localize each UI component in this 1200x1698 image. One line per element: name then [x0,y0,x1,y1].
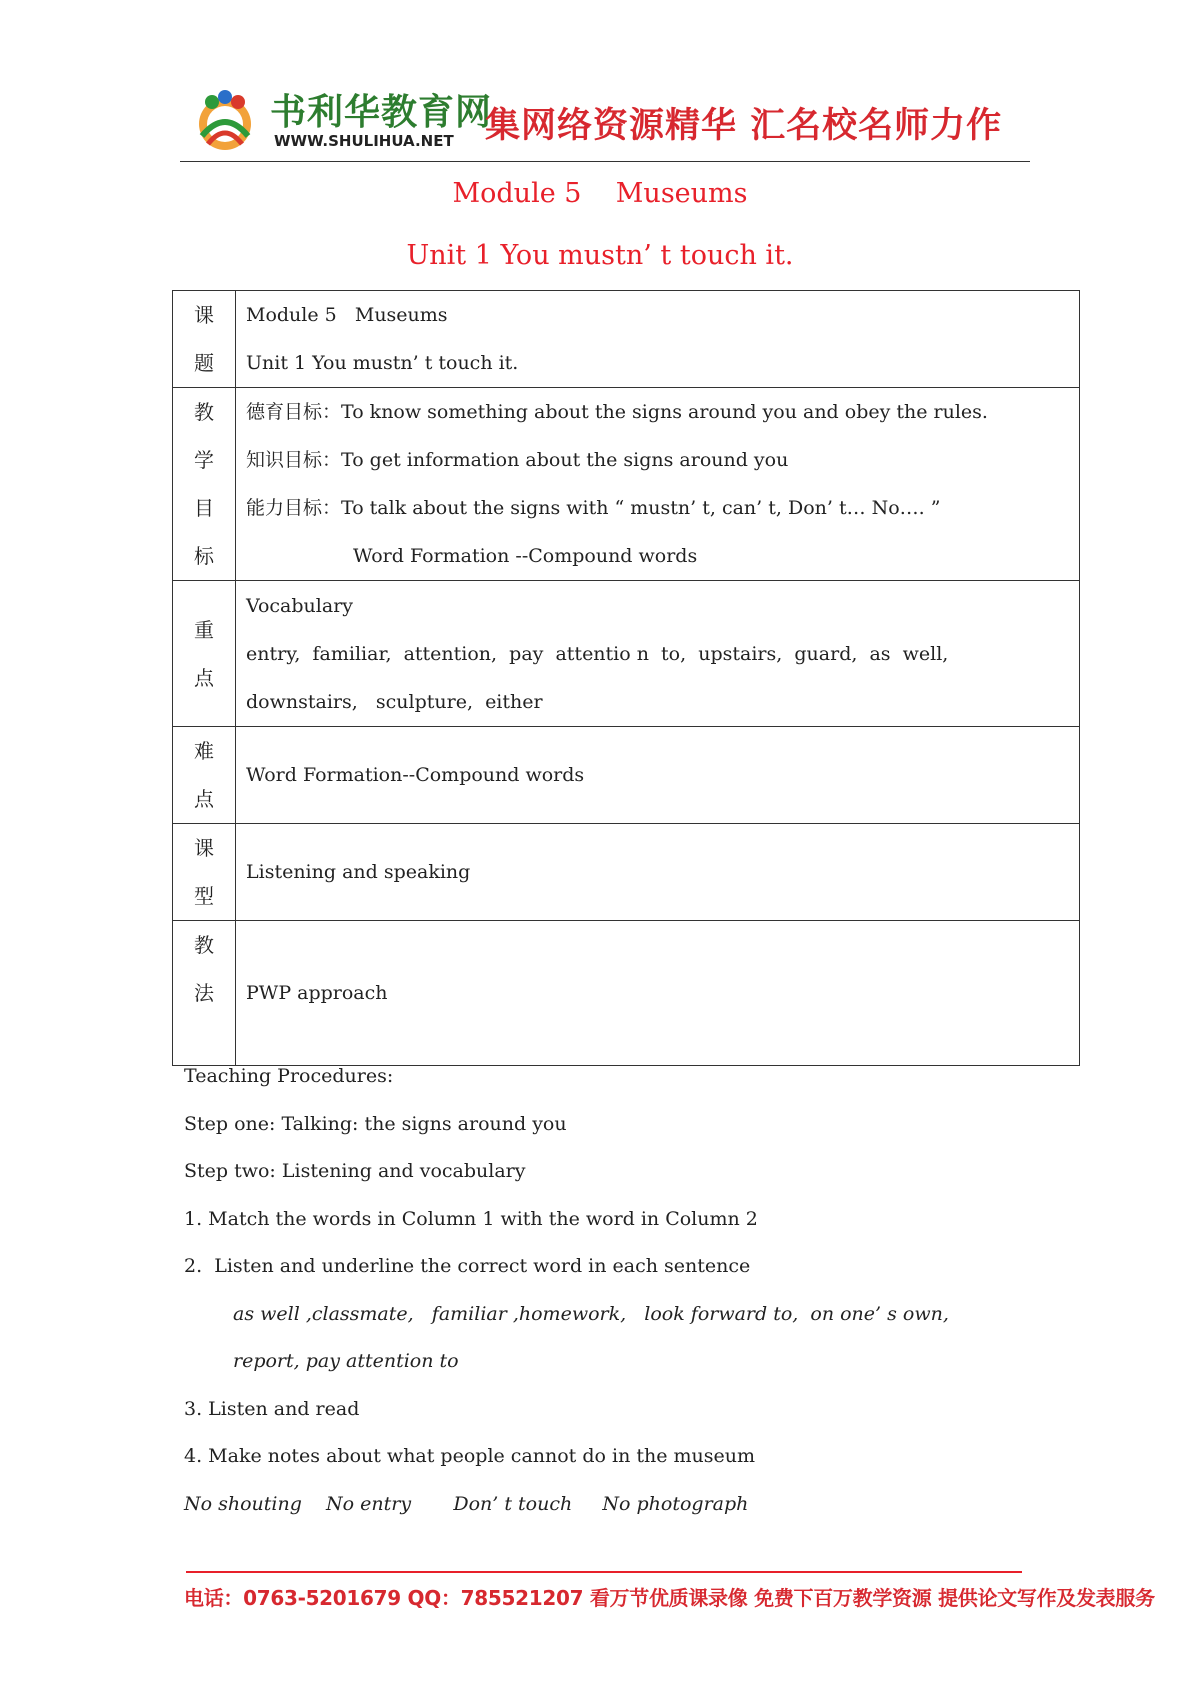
label-lesson-type: 课 型 [173,824,236,921]
header-divider [180,161,1030,162]
table-row-difficulties [173,727,1080,824]
table-row-key-points [173,581,1080,727]
header-slogan: 集网络资源精华 汇名校名师力作 [485,106,1003,146]
step-two: Step two: Listening and vocabulary [184,1160,526,1182]
procedures-heading: Teaching Procedures: [184,1065,394,1087]
step-one: Step one: Talking: the signs around you [184,1113,567,1135]
label-aims: 教 学 目 标 [173,388,236,581]
list-item-1: 1. Match the words in Column 1 with the word in Column 2 [184,1208,758,1230]
table-row-lesson-type [173,824,1080,921]
label-method: 教 法 [173,921,236,1066]
label-subject: 课 题 [173,291,236,388]
logo-text: 书利华教育网 [270,92,493,133]
table-row-subject [173,291,1080,388]
header-banner [180,84,1030,164]
unit-title: Unit 1 You mustn’ t touch it. [406,240,794,271]
word-list-line-1: as well ,classmate, familiar ,homework, look forward to, on one’ s own, [233,1303,949,1325]
list-item-3: 3. Listen and read [184,1398,360,1420]
table-row-aims [173,388,1080,581]
content-subject: Module 5 Museums Unit 1 You mustn’ t touch it. [236,291,1080,388]
label-difficulties: 难 点 [173,727,236,824]
list-item-4: 4. Make notes about what people cannot do in the museum [184,1445,756,1467]
content-lesson-type: Listening and speaking [236,824,1080,921]
list-item-2: 2. Listen and underline the correct word in each sentence [184,1255,751,1277]
module-title: Module 5 Museums [452,178,748,209]
logo-url: WWW.SHULIHUA.NET [274,132,454,150]
footer-contact: 电话：0763-5201679 QQ：785521207 看万节优质课录像 免费下百万教学资源 提供论文写作及发表服务 [184,1586,1155,1610]
content-difficulties: Word Formation--Compound words [236,727,1080,824]
logo-icon [192,88,258,154]
content-aims: 德育目标：To know something about the signs around you and obey the rules. 知识目标：To get information about the signs around you 能力目标：To talk about the signs with “ mustn’ t, can’ t, Don’ t… No…. ” Word Formation --Compound words [236,388,1080,581]
signs-list: No shouting No entry Don’ t touch No photograph [184,1493,749,1515]
content-key-points: Vocabulary entry, familiar, attention, pay attentio n to, upstairs, guard, as well, downstairs, sculpture, either [236,581,1080,727]
footer-divider [186,1571,1022,1573]
label-key-points: 重 点 [173,581,236,727]
table-row-method [173,921,1080,1066]
content-method: PWP approach [236,921,1080,1066]
word-list-line-2: report, pay attention to [233,1350,459,1372]
lesson-plan-table [172,290,1080,1066]
